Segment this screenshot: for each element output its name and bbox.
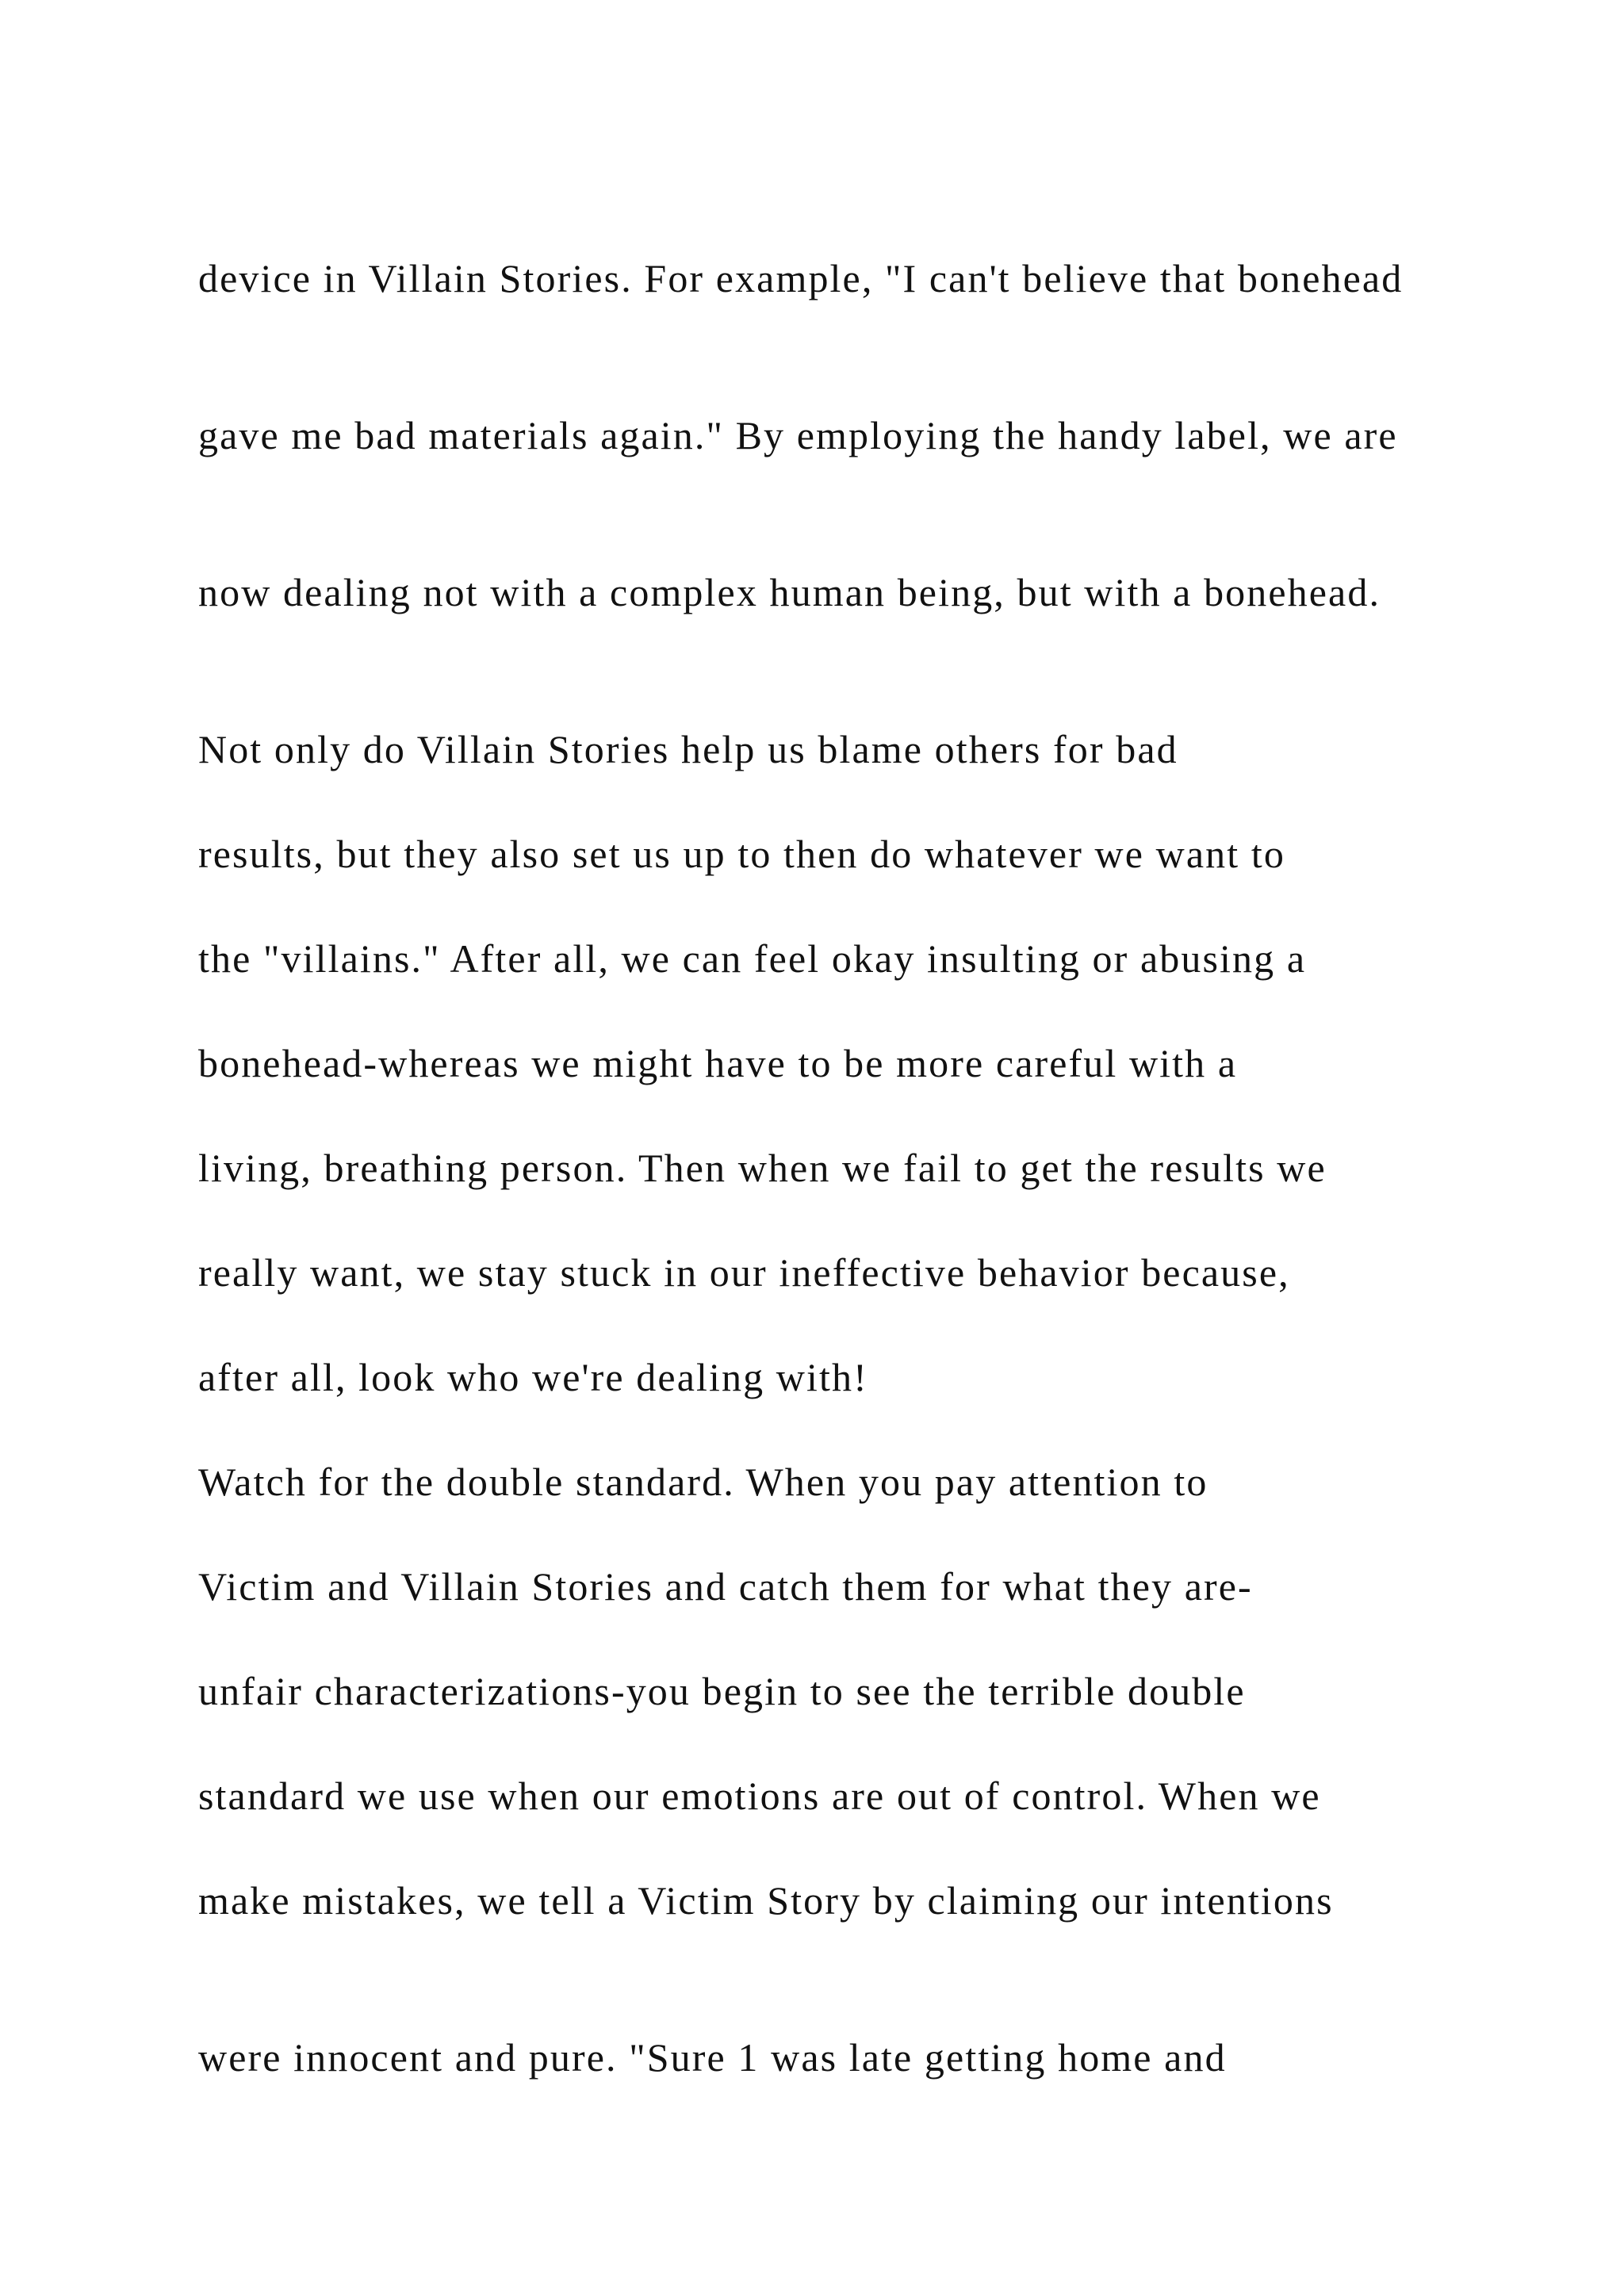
text-line: Watch for the double standard. When you pay attention to (198, 1460, 1208, 1504)
text-line: were innocent and pure. "Sure 1 was late getting home and (198, 2035, 1227, 2080)
text-line: bonehead-whereas we might have to be more careful with a (198, 1041, 1238, 1085)
text-line: the "villains." After all, we can feel okay insulting or abusing a (198, 936, 1307, 981)
text-line: standard we use when our emotions are out of control. When we (198, 1774, 1321, 1818)
text-line: gave me bad materials again." By employing the handy label, we are (198, 413, 1398, 457)
text-line: Victim and Villain Stories and catch them for what they are- (198, 1564, 1253, 1609)
text-line: Not only do Villain Stories help us blame others for bad (198, 727, 1178, 771)
text-line: device in Villain Stories. For example, "I can't believe that bonehead (198, 256, 1404, 300)
text-line: results, but they also set us up to then do whatever we want to (198, 832, 1285, 876)
text-line: make mistakes, we tell a Victim Story by claiming our intentions (198, 1878, 1334, 1923)
text-line: really want, we stay stuck in our ineffective behavior because, (198, 1250, 1290, 1295)
text-line: living, breathing person. Then when we fail to get the results we (198, 1146, 1327, 1190)
text-line: unfair characterizations-you begin to see the terrible double (198, 1669, 1246, 1713)
text-line: after all, look who we're dealing with! (198, 1355, 868, 1399)
text-line: now dealing not with a complex human being, but with a bonehead. (198, 570, 1381, 614)
